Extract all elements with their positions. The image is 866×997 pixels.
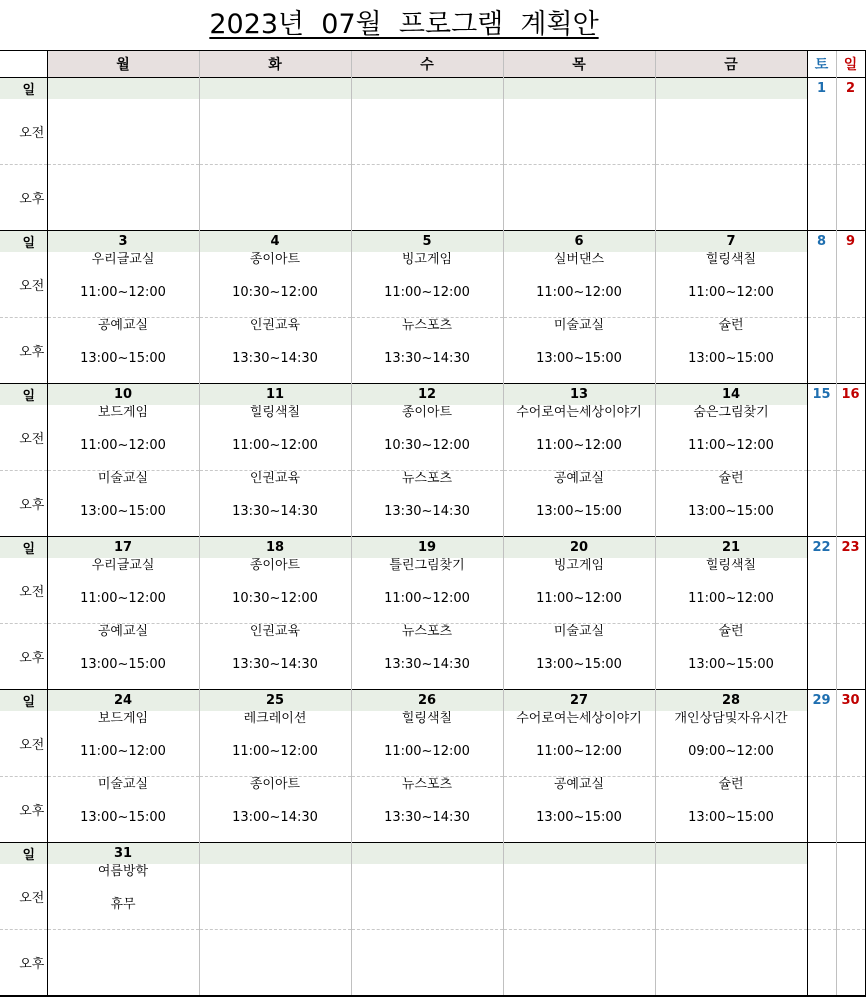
program-cell: [199, 471, 351, 537]
saturday-cell: [807, 930, 836, 997]
saturday-header: 토: [807, 51, 836, 78]
program-cell: [503, 252, 655, 318]
program-name: 개인상담및자유시간: [674, 711, 788, 726]
program-cell: [503, 405, 655, 471]
program-cell: [655, 471, 807, 537]
program-cell: [199, 252, 351, 318]
program-time: 11:00~12:00: [536, 744, 622, 759]
date-row: [0, 537, 865, 559]
program-name: 미술교실: [553, 318, 605, 333]
program-time: 11:00~12:00: [688, 438, 774, 453]
program-name: 뉴스포츠: [401, 318, 453, 333]
program-time: 11:00~12:00: [232, 744, 318, 759]
program-time: 11:00~12:00: [80, 438, 166, 453]
sunday-cell: [836, 471, 865, 537]
program-cell: [351, 471, 503, 537]
date-number: 28: [655, 690, 807, 712]
morning-label: 오전: [19, 432, 45, 447]
program-cell: [351, 318, 503, 384]
saturday-cell: [807, 471, 836, 537]
afternoon-row: [0, 930, 865, 997]
date-number: 21: [655, 537, 807, 559]
program-cell: [199, 624, 351, 690]
afternoon-label: 오후: [0, 318, 47, 384]
program-name: 레크레이션: [243, 711, 307, 726]
day-row-label: 일: [0, 78, 47, 100]
date-number: 12: [351, 384, 503, 406]
weekday-header: 월: [47, 51, 199, 78]
sunday-cell: [836, 930, 865, 997]
program-cell: [503, 99, 655, 165]
program-time: 11:00~12:00: [384, 285, 470, 300]
sunday-date: 30: [836, 690, 865, 712]
program-cell: [47, 711, 199, 777]
program-name: 힐링색칠: [705, 558, 757, 573]
saturday-cell: [807, 252, 836, 318]
program-time: 13:30~14:30: [384, 657, 470, 672]
program-cell: [47, 777, 199, 843]
afternoon-row: [0, 318, 865, 384]
program-time: 11:00~12:00: [80, 591, 166, 606]
day-row-label: 일: [0, 231, 47, 253]
afternoon-label: 오후: [0, 777, 47, 843]
program-time: 11:00~12:00: [384, 744, 470, 759]
program-cell: [503, 930, 655, 997]
program-time: 11:00~12:00: [688, 591, 774, 606]
day-row-label: 일: [0, 384, 47, 406]
weekday-header: 금: [655, 51, 807, 78]
program-name: 공예교실: [553, 777, 605, 792]
date-number: [655, 843, 807, 865]
saturday-cell: [807, 99, 836, 165]
program-cell: [351, 405, 503, 471]
program-time: 13:00~15:00: [80, 504, 166, 519]
date-number: 27: [503, 690, 655, 712]
program-time: 13:30~14:30: [384, 351, 470, 366]
sunday-cell: [836, 777, 865, 843]
program-name: 슐런: [718, 318, 744, 333]
date-number: 7: [655, 231, 807, 253]
program-cell: [351, 711, 503, 777]
date-row: [0, 231, 865, 253]
date-number: 20: [503, 537, 655, 559]
program-time: 13:30~14:30: [384, 810, 470, 825]
program-time: 11:00~12:00: [536, 591, 622, 606]
program-cell: [47, 405, 199, 471]
date-row: [0, 78, 865, 100]
saturday-cell: [807, 711, 836, 777]
program-cell: [47, 558, 199, 624]
date-number: 11: [199, 384, 351, 406]
date-row: [0, 843, 865, 865]
saturday-date: 8: [807, 231, 836, 253]
day-row-label: 일: [0, 843, 47, 865]
day-row-label: 일: [0, 690, 47, 712]
program-name: 우리글교실: [91, 252, 155, 267]
afternoon-label: 오후: [0, 165, 47, 231]
date-number: [351, 843, 503, 865]
program-cell: [47, 930, 199, 997]
program-cell: [503, 318, 655, 384]
program-name: 힐링색칠: [705, 252, 757, 267]
program-name: 뉴스포츠: [401, 777, 453, 792]
program-cell: [351, 558, 503, 624]
program-time: 13:00~15:00: [536, 351, 622, 366]
sunday-cell: [836, 711, 865, 777]
date-row: [0, 384, 865, 406]
program-name: 우리글교실: [91, 558, 155, 573]
program-name: 빙고게임: [401, 252, 453, 267]
program-name: 여름방학: [97, 864, 149, 879]
program-cell: [655, 99, 807, 165]
program-time: 13:00~15:00: [80, 657, 166, 672]
program-time: 13:00~15:00: [688, 351, 774, 366]
saturday-date: 15: [807, 384, 836, 406]
program-time: 13:00~15:00: [688, 504, 774, 519]
date-number: [47, 78, 199, 100]
program-cell: [503, 558, 655, 624]
date-number: 25: [199, 690, 351, 712]
saturday-date: [807, 843, 836, 865]
program-name: 종이아트: [401, 405, 453, 420]
program-cell: [655, 624, 807, 690]
date-number: 5: [351, 231, 503, 253]
program-time: 10:30~12:00: [232, 591, 318, 606]
program-name: 미술교실: [97, 777, 149, 792]
day-row-label: 일: [0, 537, 47, 559]
program-cell: [199, 558, 351, 624]
program-cell: [199, 711, 351, 777]
program-time: 11:00~12:00: [536, 438, 622, 453]
date-number: [351, 78, 503, 100]
program-name: 실버댄스: [553, 252, 605, 267]
morning-label: 오전: [19, 891, 45, 906]
program-time: 09:00~12:00: [688, 744, 774, 759]
program-time: 11:00~12:00: [232, 438, 318, 453]
sunday-cell: [836, 405, 865, 471]
afternoon-row: [0, 471, 865, 537]
date-number: 17: [47, 537, 199, 559]
program-cell: [503, 624, 655, 690]
date-number: 26: [351, 690, 503, 712]
program-name: 틀린그림찾기: [389, 558, 465, 573]
program-cell: [655, 930, 807, 997]
program-name: 공예교실: [97, 318, 149, 333]
program-cell: [47, 165, 199, 231]
weekday-header: 수: [351, 51, 503, 78]
saturday-date: 1: [807, 78, 836, 100]
weekday-header: 목: [503, 51, 655, 78]
program-cell: [351, 777, 503, 843]
program-cell: [47, 624, 199, 690]
program-cell: [503, 711, 655, 777]
program-time: 13:00~15:00: [80, 351, 166, 366]
date-number: 14: [655, 384, 807, 406]
program-time: 13:30~14:30: [232, 657, 318, 672]
date-number: [655, 78, 807, 100]
program-name: 뉴스포츠: [401, 471, 453, 486]
program-time: 13:00~15:00: [688, 810, 774, 825]
program-time: 13:00~15:00: [536, 810, 622, 825]
program-time: 13:00~14:30: [232, 810, 318, 825]
program-name: 공예교실: [97, 624, 149, 639]
program-time: 13:00~15:00: [536, 504, 622, 519]
morning-row: [0, 405, 865, 471]
date-row: [0, 690, 865, 712]
sunday-date: 23: [836, 537, 865, 559]
schedule-table: [0, 50, 866, 997]
program-cell: [47, 471, 199, 537]
program-time: 13:00~15:00: [80, 810, 166, 825]
morning-label: 오전: [19, 585, 45, 600]
weekday-header-row: [0, 51, 865, 78]
program-cell: [199, 318, 351, 384]
date-number: [199, 843, 351, 865]
sunday-cell: [836, 318, 865, 384]
program-cell: [47, 252, 199, 318]
program-cell: [47, 864, 199, 930]
date-number: 6: [503, 231, 655, 253]
morning-row: [0, 711, 865, 777]
program-name: 빙고게임: [553, 558, 605, 573]
program-name: 슐런: [718, 777, 744, 792]
program-name: 인권교육: [249, 624, 301, 639]
saturday-cell: [807, 864, 836, 930]
morning-row: [0, 864, 865, 930]
morning-row: [0, 558, 865, 624]
date-number: 10: [47, 384, 199, 406]
date-number: 24: [47, 690, 199, 712]
weekday-header: 화: [199, 51, 351, 78]
saturday-cell: [807, 558, 836, 624]
program-time: 11:00~12:00: [688, 285, 774, 300]
program-name: 슐런: [718, 624, 744, 639]
program-name: 보드게임: [97, 405, 149, 420]
program-time: 휴무: [110, 897, 136, 912]
saturday-cell: [807, 405, 836, 471]
program-cell: [503, 777, 655, 843]
program-cell: [199, 405, 351, 471]
program-cell: [199, 165, 351, 231]
sunday-date: [836, 843, 865, 865]
program-cell: [199, 777, 351, 843]
afternoon-label: 오후: [0, 930, 47, 997]
afternoon-row: [0, 777, 865, 843]
program-time: 11:00~12:00: [384, 591, 470, 606]
program-cell: [199, 864, 351, 930]
morning-row: [0, 99, 865, 165]
sunday-cell: [836, 624, 865, 690]
saturday-cell: [807, 777, 836, 843]
program-cell: [47, 318, 199, 384]
program-cell: [503, 864, 655, 930]
afternoon-row: [0, 165, 865, 231]
program-time: 13:30~14:30: [232, 351, 318, 366]
program-cell: [655, 711, 807, 777]
saturday-cell: [807, 165, 836, 231]
program-cell: [655, 864, 807, 930]
program-time: 13:30~14:30: [384, 504, 470, 519]
program-cell: [503, 165, 655, 231]
program-cell: [655, 318, 807, 384]
date-number: [503, 78, 655, 100]
program-name: 수어로여는세상이야기: [516, 405, 642, 420]
sunday-date: 16: [836, 384, 865, 406]
program-cell: [199, 99, 351, 165]
program-name: 인권교육: [249, 471, 301, 486]
program-time: 10:30~12:00: [232, 285, 318, 300]
program-cell: [351, 864, 503, 930]
sunday-date: 2: [836, 78, 865, 100]
date-number: [503, 843, 655, 865]
date-number: 4: [199, 231, 351, 253]
program-cell: [351, 624, 503, 690]
program-cell: [351, 252, 503, 318]
program-time: 13:30~14:30: [232, 504, 318, 519]
saturday-cell: [807, 624, 836, 690]
program-cell: [655, 777, 807, 843]
program-name: 종이아트: [249, 777, 301, 792]
program-name: 뉴스포츠: [401, 624, 453, 639]
morning-label: 오전: [19, 279, 45, 294]
sunday-cell: [836, 252, 865, 318]
program-cell: [351, 165, 503, 231]
program-cell: [351, 99, 503, 165]
afternoon-label: 오후: [0, 471, 47, 537]
saturday-date: 29: [807, 690, 836, 712]
program-time: 13:00~15:00: [688, 657, 774, 672]
program-cell: [655, 405, 807, 471]
page-title: 2023년 07월 프로그램 계획안: [209, 9, 599, 40]
program-name: 종이아트: [249, 558, 301, 573]
program-name: 보드게임: [97, 711, 149, 726]
program-name: 종이아트: [249, 252, 301, 267]
program-name: 미술교실: [97, 471, 149, 486]
sunday-cell: [836, 864, 865, 930]
afternoon-label: 오후: [0, 624, 47, 690]
sunday-cell: [836, 558, 865, 624]
program-cell: [655, 558, 807, 624]
program-name: 슐런: [718, 471, 744, 486]
program-name: 공예교실: [553, 471, 605, 486]
morning-label: 오전: [19, 738, 45, 753]
header-corner: [0, 51, 47, 78]
program-time: 11:00~12:00: [536, 285, 622, 300]
date-number: 18: [199, 537, 351, 559]
sunday-header: 일: [836, 51, 865, 78]
sunday-cell: [836, 165, 865, 231]
morning-label: 오전: [19, 126, 45, 141]
sunday-cell: [836, 99, 865, 165]
program-time: 10:30~12:00: [384, 438, 470, 453]
afternoon-row: [0, 624, 865, 690]
program-time: 11:00~12:00: [80, 744, 166, 759]
morning-row: [0, 252, 865, 318]
program-cell: [199, 930, 351, 997]
program-name: 힐링색칠: [249, 405, 301, 420]
saturday-cell: [807, 318, 836, 384]
date-number: [199, 78, 351, 100]
program-name: 힐링색칠: [401, 711, 453, 726]
date-number: 13: [503, 384, 655, 406]
program-name: 수어로여는세상이야기: [516, 711, 642, 726]
program-name: 숨은그림찾기: [693, 405, 769, 420]
program-cell: [503, 471, 655, 537]
saturday-date: 22: [807, 537, 836, 559]
program-name: 인권교육: [249, 318, 301, 333]
program-time: 11:00~12:00: [80, 285, 166, 300]
program-cell: [47, 99, 199, 165]
sunday-date: 9: [836, 231, 865, 253]
program-cell: [351, 930, 503, 997]
date-number: 19: [351, 537, 503, 559]
program-name: 미술교실: [553, 624, 605, 639]
date-number: 31: [47, 843, 199, 865]
program-cell: [655, 165, 807, 231]
date-number: 3: [47, 231, 199, 253]
program-time: 13:00~15:00: [536, 657, 622, 672]
program-cell: [655, 252, 807, 318]
